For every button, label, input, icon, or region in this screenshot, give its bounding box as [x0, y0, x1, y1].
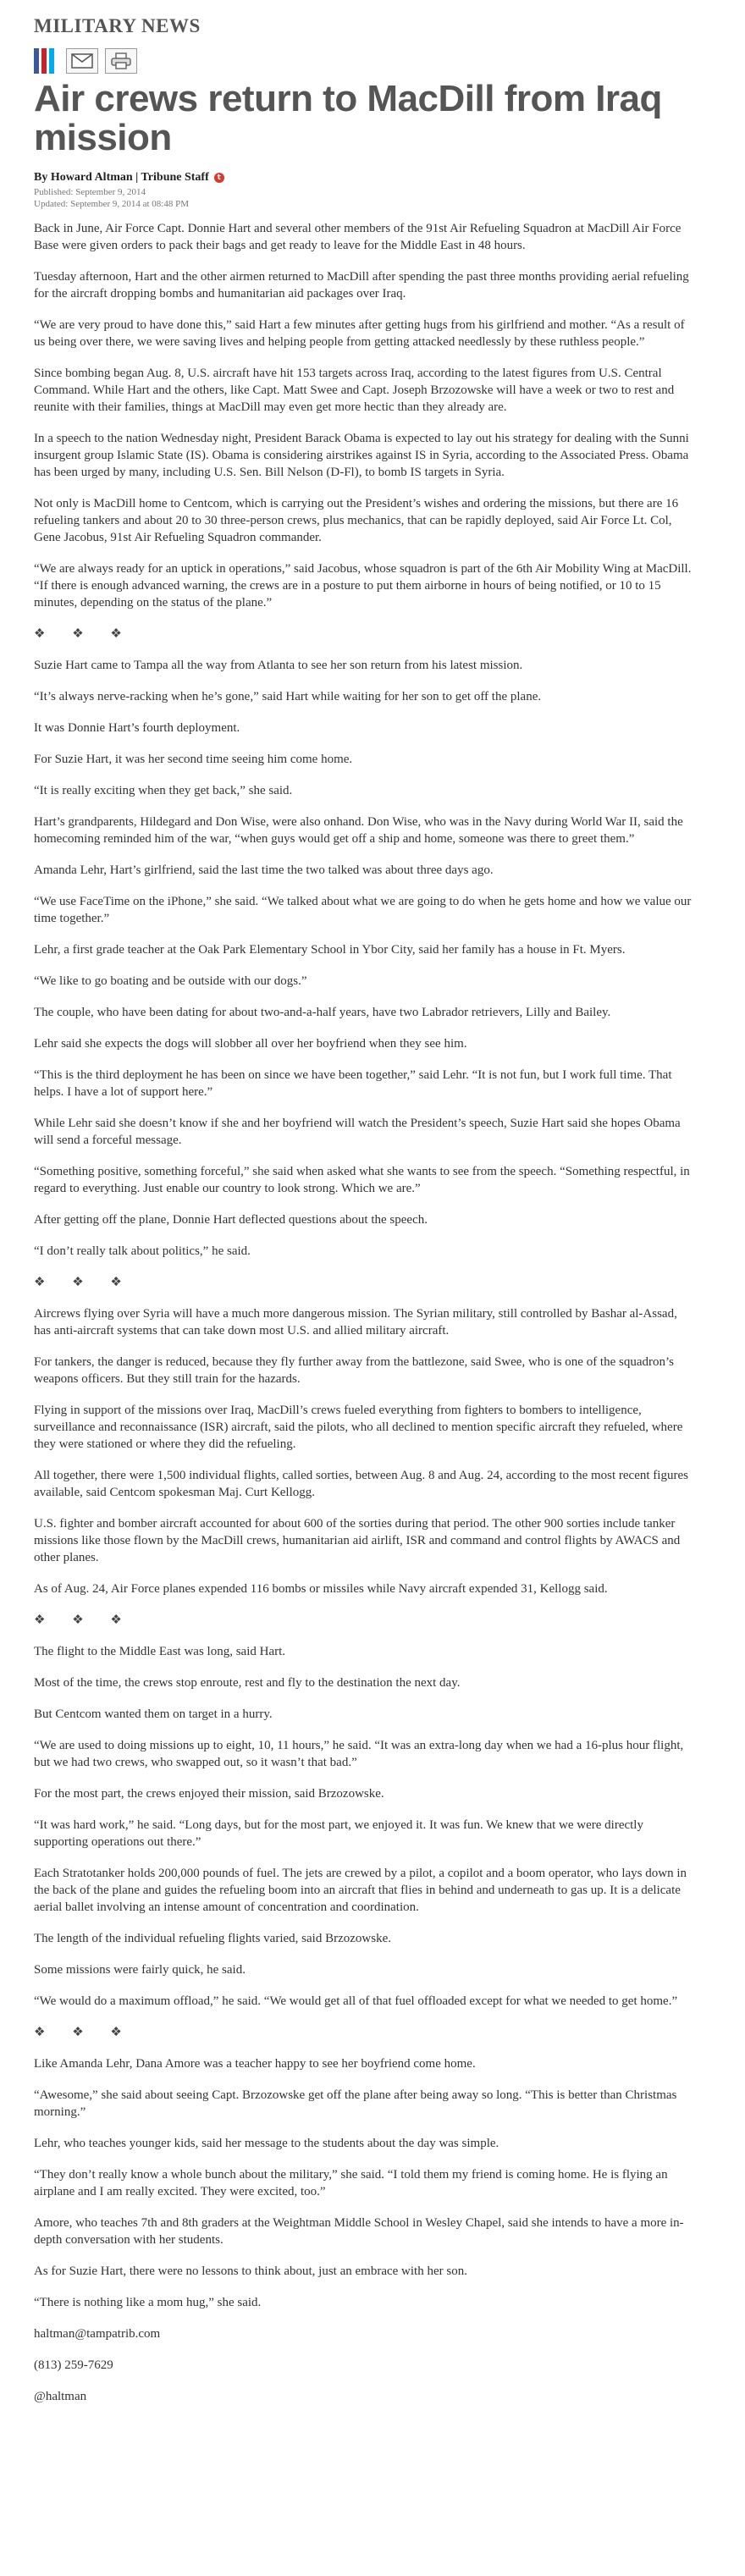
share-toolbar: [34, 47, 694, 74]
headline: Air crews return to MacDill from Iraq mission: [34, 78, 662, 158]
article-paragraph: Lehr, who teaches younger kids, said her message to the students about the day was simple.: [34, 2137, 499, 2150]
article-paragraph: For tankers, the danger is reduced, because they fly further away from the battlezone, said Swee, who is one of the squadron’s weapons officers. But they still train for the hazards.: [34, 1355, 675, 1386]
article-paragraph: Most of the time, the crews stop enroute, rest and fly to the destination the next day.: [34, 1676, 461, 1690]
article-paragraph: “Awesome,” she said about seeing Capt. Brzozowske get off the plane after being away so long. “This is better than Christmas morning.”: [34, 2088, 677, 2119]
article-paragraph: Some missions were fairly quick, he said.: [34, 1963, 246, 1977]
article-paragraph: “This is the third deployment he has been on since we have been together,” said Lehr. “It is not fun, but I work full time. That helps. I have a lot of support here.”: [34, 1068, 672, 1099]
published-date: Published: September 9, 2014: [34, 187, 146, 197]
article-paragraph: U.S. fighter and bomber aircraft accounted for about 600 of the sorties during that period. The other 900 sorties include tanker missions like those flown by the MacDill crews, humanitarian aid airlift, ISR and command and control flights by AWACS and other planes.: [34, 1517, 681, 1564]
article-paragraph: For the most part, the crews enjoyed their mission, said Brzozowske.: [34, 1787, 384, 1801]
article-paragraph: Aircrews flying over Syria will have a much more dangerous mission. The Syrian military, still controlled by Bashar al-Assad, has anti-aircraft systems that can take down most U.S. and allied military aircraft.: [34, 1307, 677, 1338]
print-icon[interactable]: [105, 48, 137, 74]
article-paragraph: The length of the individual refueling flights varied, said Brzozowske.: [34, 1932, 391, 1945]
share-multi-icon[interactable]: [34, 48, 59, 74]
updated-date: Updated: September 9, 2014 at 08:48 PM: [34, 199, 190, 209]
article-paragraph: “We are very proud to have done this,” said Hart a few minutes after getting hugs from his girlfriend and mother. “As a result of us being over there, we were saving lives and helping people from getting attacked needlessly by these ruthless people.”: [34, 318, 685, 349]
article-paragraph: “We would do a maximum offload,” he said. “We would get all of that fuel offloaded except for what we needed to get home.”: [34, 1994, 678, 2008]
article-paragraph: While Lehr said she doesn’t know if she and her boyfriend will watch the President’s speech, Suzie Hart said she hopes Obama will send a forceful message.: [34, 1117, 681, 1147]
byline: [34, 171, 694, 185]
article-paragraph: Amanda Lehr, Hart’s girlfriend, said the last time the two talked was about three days ago.: [34, 863, 494, 877]
article-paragraph: After getting off the plane, Donnie Hart deflected questions about the speech.: [34, 1213, 428, 1227]
article-paragraph: Like Amanda Lehr, Dana Amore was a teacher happy to see her boyfriend come home.: [34, 2057, 476, 2071]
article-paragraph: “We are always ready for an uptick in operations,” said Jacobus, whose squadron is part of the 6th Air Mobility Wing at MacDill. “If there is enough advanced warning, the crews are in a posture to put them airborne in hours of being notified, or 10 to 15 minutes, depending on the status of the plane.”: [34, 562, 692, 610]
article-paragraph: The couple, who have been dating for about two-and-a-half years, have two Labrador retrievers, Lilly and Bailey.: [34, 1006, 611, 1019]
article-paragraph: @haltman: [34, 2390, 87, 2403]
article-paragraph: (813) 259-7629: [34, 2358, 113, 2372]
article-paragraph: “We are used to doing missions up to eight, 10, 11 hours,” he said. “It was an extra-long day when we had a 16-plus hour flight, but we had two crews, who swapped out, so it wasn’t that bad.”: [34, 1739, 684, 1769]
article-paragraph: Since bombing began Aug. 8, U.S. aircraft have hit 153 targets across Iraq, according to the latest figures from U.S. Central Command. While Hart and the others, like Capt. Matt Swee and Capt. Joseph Brzozowske will have a week or two to rest and reunite with their families, things at MacDill may even get more hectic than they already are.: [34, 367, 675, 414]
section-separator: ❖ ❖ ❖: [34, 1276, 134, 1289]
article-paragraph: Amore, who teaches 7th and 8th graders at the Weightman Middle School in Wesley Chapel, said she intends to have a more in-depth conversation with her students.: [34, 2216, 684, 2247]
article-paragraph: “There is nothing like a mom hug,” she said.: [34, 2296, 262, 2309]
article-paragraph: But Centcom wanted them on target in a hurry.: [34, 1707, 273, 1721]
section-separator: ❖ ❖ ❖: [34, 1613, 134, 1627]
article-paragraph: In a speech to the nation Wednesday night, President Barack Obama is expected to lay out his strategy for dealing with the Sunni insurgent group Islamic State (IS). Obama is considering airstrikes against IS in Syria, according to the Associated Press. Obama has been urged by many, including U.S. Sen. Bill Nelson (D-Fl), to bomb IS targets in Syria.: [34, 432, 689, 479]
article-paragraph: Not only is MacDill home to Centcom, which is carrying out the President’s wishes and ordering the missions, but there are 16 refueling tankers and about 20 to 30 three-person crews, plus mechanics, that can be rapidly deployed, said Air Force Lt. Col, Gene Jacobus, 91st Air Refueling Squadron commander.: [34, 497, 679, 544]
article-paragraph: All together, there were 1,500 individual flights, called sorties, between Aug. 8 and Aug. 24, according to the most recent figures available, said Centcom spokesman Maj. Curt Kellogg.: [34, 1469, 688, 1499]
article-paragraph: “They don’t really know a whole bunch about the military,” she said. “I told them my friend is coming home. He is flying an airplane and I am really excited. They were excited, too.”: [34, 2168, 668, 2198]
article-paragraph: Flying in support of the missions over Iraq, MacDill’s crews fueled everything from fighters to bombers to intelligence, surveillance and reconnaissance (ISR) aircraft, said the pilots, who all declined to mention specific aircraft they refueled, where they were stationed or where they did the refueling.: [34, 1404, 683, 1451]
article-paragraph: “We use FaceTime on the iPhone,” she said. “We talked about what we are going to do when he gets home and how we value our time together.”: [34, 895, 692, 925]
article-paragraph: Lehr, a first grade teacher at the Oak Park Elementary School in Ybor City, said her family has a house in Ft. Myers.: [34, 943, 626, 957]
section-separator: ❖ ❖ ❖: [34, 627, 134, 641]
article-paragraph: As of Aug. 24, Air Force planes expended 116 bombs or missiles while Navy aircraft expended 31, Kellogg said.: [34, 1582, 608, 1596]
byline-text: By Howard Altman | Tribune Staff: [34, 171, 209, 184]
article-paragraph: Hart’s grandparents, Hildegard and Don Wise, were also onhand. Don Wise, who was in the Navy during World War II, said the homecoming reminded him of the war, “when guys would get off a ship and home, someone was there to greet them.”: [34, 815, 683, 846]
article-paragraph: As for Suzie Hart, there were no lessons to think about, just an embrace with her son.: [34, 2264, 467, 2278]
article-paragraph: “We like to go boating and be outside with our dogs.”: [34, 974, 307, 988]
article-paragraph: For Suzie Hart, it was her second time seeing him come home.: [34, 753, 353, 766]
article-paragraph: It was Donnie Hart’s fourth deployment.: [34, 721, 240, 735]
author-badge-icon[interactable]: t: [214, 173, 224, 183]
section-separator: ❖ ❖ ❖: [34, 2026, 134, 2039]
article-paragraph: The flight to the Middle East was long, said Hart.: [34, 1645, 286, 1658]
article-paragraph: Back in June, Air Force Capt. Donnie Hart and several other members of the 91st Air Refueling Squadron at MacDill Air Force Base were given orders to pack their bags and get ready to leave for the Middle East in 48 hours.: [34, 222, 682, 252]
article-paragraph: “It was hard work,” he said. “Long days, but for the most part, we enjoyed it. It was fun. We knew that we were directly supporting operations out there.”: [34, 1818, 643, 1849]
article-body: [34, 220, 694, 2405]
article-paragraph: Each Stratotanker holds 200,000 pounds of fuel. The jets are crewed by a pilot, a copilot and a boom operator, who lays down in the back of the plane and guides the refueling boom into an aircraft that flies in behind and underneath to gas up. It is a delicate aerial ballet involving an intense amount of concentration and coordination.: [34, 1867, 687, 1914]
article-paragraph: “I don’t really talk about politics,” he said.: [34, 1244, 251, 1258]
article-paragraph: Lehr said she expects the dogs will slobber all over her boyfriend when they see him.: [34, 1037, 467, 1051]
article-paragraph: haltman@tampatrib.com: [34, 2327, 161, 2341]
article-paragraph: Tuesday afternoon, Hart and the other airmen returned to MacDill after spending the past three months providing aerial refueling for the aircraft dropping bombs and humanitarian aid packages over Iraq.: [34, 270, 689, 301]
article-paragraph: Suzie Hart came to Tampa all the way from Atlanta to see her son return from his latest mission.: [34, 659, 523, 672]
mail-icon[interactable]: [66, 48, 98, 74]
section-label: MILITARY NEWS: [34, 15, 201, 36]
article-paragraph: “It is really exciting when they get back,” she said.: [34, 784, 293, 797]
article-paragraph: “Something positive, something forceful,” she said when asked what she wants to see from the speech. “Something respectful, in regard to everything. Just enable our country to look strong. Which we are.”: [34, 1165, 690, 1195]
article-paragraph: “It’s always nerve-racking when he’s gone,” said Hart while waiting for her son to get off the plane.: [34, 690, 542, 703]
